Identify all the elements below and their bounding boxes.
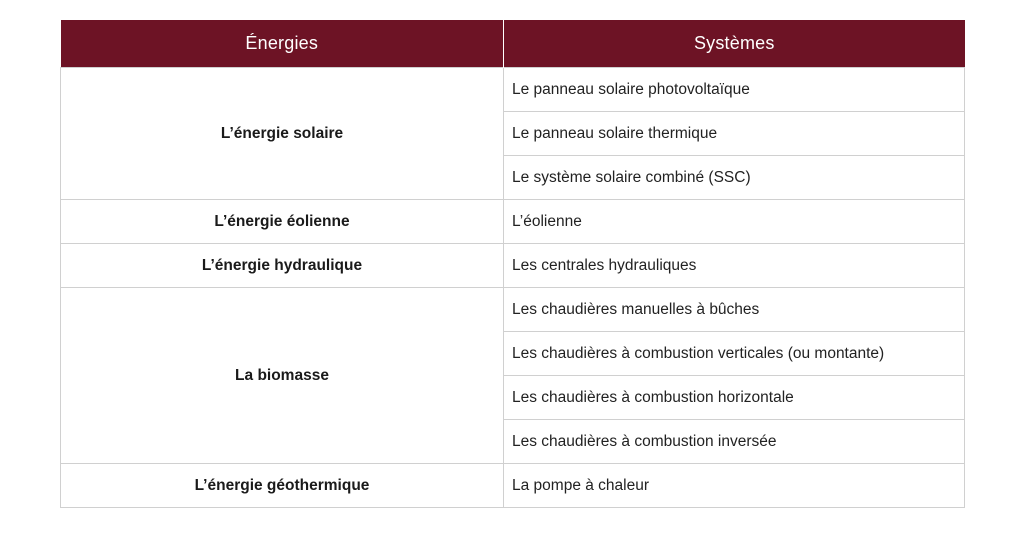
table-row [61,244,965,288]
table-body [61,68,965,508]
system-cell: Le panneau solaire photovoltaïque [504,68,965,112]
energy-systems-table-container [60,20,964,508]
system-cell: Les chaudières à combustion horizontale [504,376,965,420]
system-cell: Les centrales hydrauliques [504,244,965,288]
system-cell: L’éolienne [504,200,965,244]
energy-cell-solaire: L’énergie solaire [61,68,504,200]
table-header [61,20,965,68]
energy-cell-eolienne: L’énergie éolienne [61,200,504,244]
system-cell: Les chaudières manuelles à bûches [504,288,965,332]
system-cell: La pompe à chaleur [504,464,965,508]
system-cell: Les chaudières à combustion inversée [504,420,965,464]
system-cell: Le panneau solaire thermique [504,112,965,156]
header-row [61,20,965,68]
energy-systems-table [60,20,965,508]
table-row [61,200,965,244]
system-cell: Les chaudières à combustion verticales (ou montante) [504,332,965,376]
system-cell: Le système solaire combiné (SSC) [504,156,965,200]
energy-cell-geothermique: L’énergie géothermique [61,464,504,508]
header-energies: Énergies [61,20,504,68]
header-systemes: Systèmes [504,20,965,68]
energy-cell-biomasse: La biomasse [61,288,504,464]
table-row [61,288,965,332]
table-row [61,68,965,112]
table-row [61,464,965,508]
energy-cell-hydraulique: L’énergie hydraulique [61,244,504,288]
